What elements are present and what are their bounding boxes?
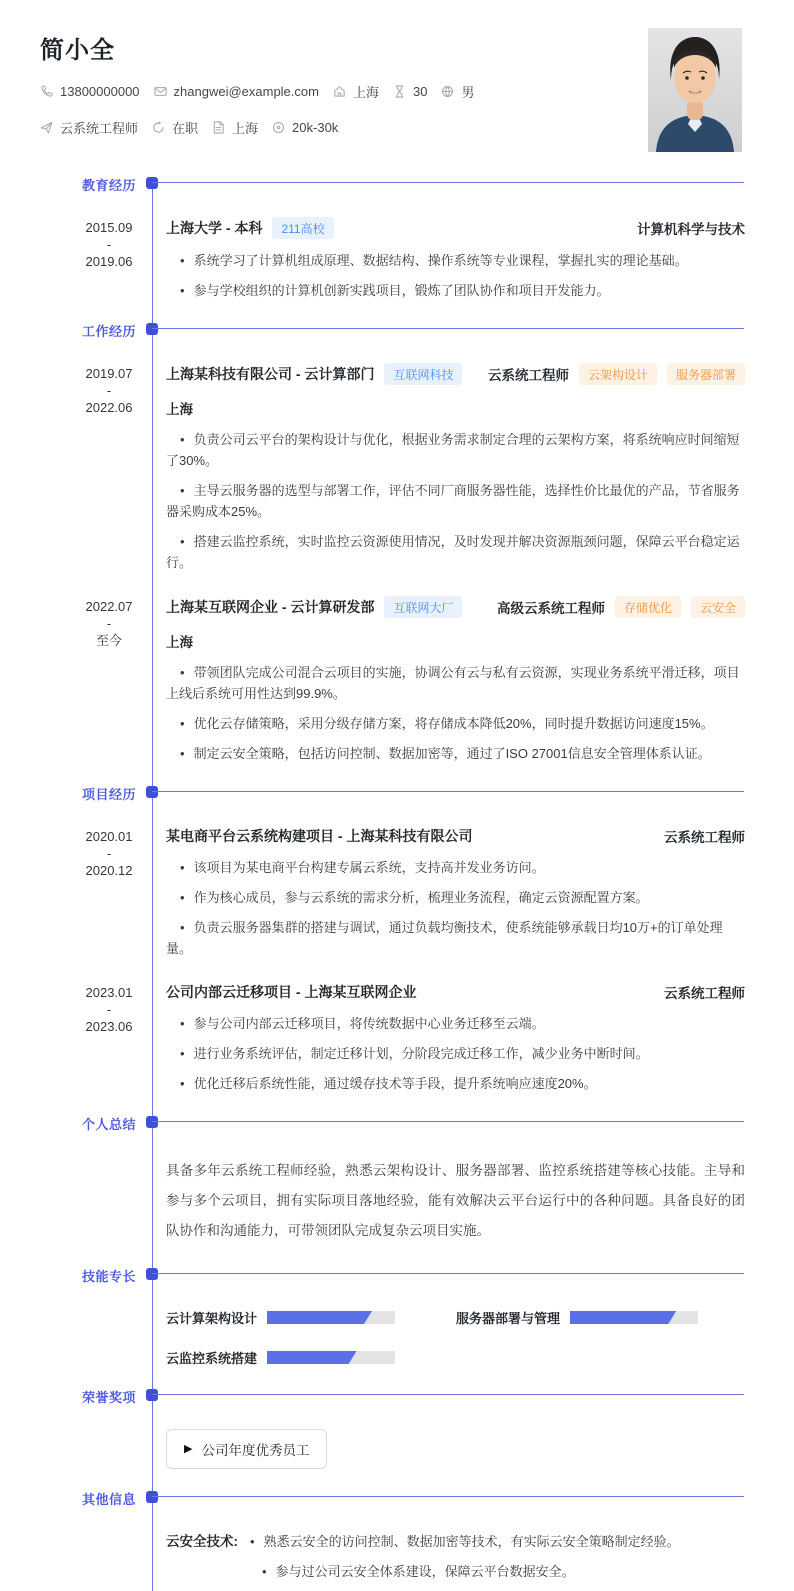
skill-name: 云计算架构设计 bbox=[166, 1311, 258, 1326]
education-bullet: • 系统学习了计算机组成原理、数据结构、操作系统等专业课程，掌握扎实的理论基础。 bbox=[166, 250, 745, 271]
skills-entry bbox=[0, 1308, 794, 1367]
role-tag: 存储优化 bbox=[615, 596, 681, 618]
school-tag: 211高校 bbox=[272, 217, 333, 239]
date-separator: - bbox=[106, 616, 112, 631]
major-name: 计算机科学与技术 bbox=[637, 222, 745, 237]
date-separator: - bbox=[106, 846, 112, 861]
summary-entry bbox=[0, 1156, 794, 1246]
location-value: 上海 bbox=[352, 85, 379, 100]
section-rule bbox=[152, 328, 744, 329]
timeline-marker bbox=[146, 1268, 158, 1280]
skill-item bbox=[166, 1308, 456, 1327]
work-entry bbox=[0, 363, 794, 573]
job-title-value: 云系统工程师 bbox=[60, 121, 139, 136]
timeline-marker bbox=[146, 1491, 158, 1503]
work-bullet: • 优化云存储策略，采用分级存储方案，将存储成本降低20%，同时提升数据访问速度15%。 bbox=[166, 713, 745, 734]
date-end: 2020.12 bbox=[85, 863, 133, 878]
profile-photo bbox=[648, 28, 742, 152]
job-role: 云系统工程师 bbox=[487, 368, 569, 383]
resume-header bbox=[0, 0, 794, 168]
section-title: 荣誉奖项 bbox=[82, 1390, 137, 1405]
salary-icon bbox=[272, 121, 285, 134]
section-other bbox=[0, 1492, 794, 1591]
work-bullet: • 主导云服务器的选型与部署工作，评估不同厂商服务器性能，选择性价比最优的产品，节省服务器采购成本25%。 bbox=[166, 480, 745, 522]
other-bullet: • 熟悉云安全的访问控制、数据加密等技术，有实际云安全策略制定经验。 bbox=[238, 1531, 745, 1552]
work-city-item bbox=[212, 118, 258, 137]
honor-label: 公司年度优秀员工 bbox=[201, 1443, 310, 1458]
skill-item bbox=[166, 1348, 456, 1367]
project-role: 云系统工程师 bbox=[664, 830, 745, 845]
company-name: 上海某互联网企业 - 云计算研发部 bbox=[166, 599, 375, 615]
education-entry bbox=[0, 217, 794, 301]
work-city-value: 上海 bbox=[232, 121, 259, 136]
section-work-header bbox=[0, 324, 794, 339]
skill-name: 服务器部署与管理 bbox=[456, 1311, 561, 1326]
section-summary bbox=[0, 1117, 794, 1246]
timeline-marker bbox=[146, 177, 158, 189]
school-name: 上海大学 - 本科 bbox=[166, 220, 263, 236]
date-separator: - bbox=[106, 237, 112, 252]
section-skills-header bbox=[0, 1269, 794, 1284]
contact-gender bbox=[441, 82, 474, 101]
contact-phone bbox=[40, 84, 140, 99]
work-bullet: • 负责公司云平台的架构设计与优化，根据业务需求制定合理的云架构方案，将系统响应时间缩短了30%。 bbox=[166, 429, 745, 471]
work-bullet: • 带领团队完成公司混合云项目的实施，协调公有云与私有云资源，实现业务系统平滑迁移，项目上线后系统可用性达到99.9%。 bbox=[166, 662, 745, 704]
date-range bbox=[80, 984, 138, 1035]
section-education bbox=[0, 178, 794, 301]
section-education-header bbox=[0, 178, 794, 193]
project-bullet: • 该项目为某电商平台构建专属云系统，支持高并发业务访问。 bbox=[166, 857, 745, 878]
contact-location bbox=[333, 82, 379, 101]
salary-value: 20k-30k bbox=[292, 120, 339, 135]
section-rule bbox=[152, 1394, 744, 1395]
section-rule bbox=[152, 1273, 744, 1274]
date-separator: - bbox=[106, 1002, 112, 1017]
date-range bbox=[80, 365, 138, 416]
work-city-icon bbox=[212, 121, 225, 134]
section-summary-header bbox=[0, 1117, 794, 1132]
section-rule bbox=[152, 1121, 744, 1122]
project-entry bbox=[0, 826, 794, 959]
section-title: 项目经历 bbox=[82, 787, 137, 802]
section-other-header bbox=[0, 1492, 794, 1507]
timeline-marker bbox=[146, 1389, 158, 1401]
honors-entry bbox=[0, 1429, 794, 1469]
email-icon bbox=[154, 85, 167, 98]
project-name: 公司内部云迁移项目 - 上海某互联网企业 bbox=[166, 984, 417, 1000]
contact-age bbox=[393, 84, 427, 99]
salary-item bbox=[272, 120, 338, 135]
honor-badge bbox=[166, 1429, 327, 1469]
job-status-icon bbox=[152, 121, 165, 134]
date-end: 至今 bbox=[95, 633, 122, 648]
date-end: 2019.06 bbox=[85, 254, 133, 269]
date-range bbox=[80, 598, 138, 649]
education-bullet: • 参与学校组织的计算机创新实践项目，锻炼了团队协作和项目开发能力。 bbox=[166, 280, 745, 301]
section-rule bbox=[152, 1496, 744, 1497]
contact-email bbox=[154, 84, 319, 99]
date-start: 2023.01 bbox=[85, 985, 133, 1000]
project-bullet: • 负责云服务器集群的搭建与调试，通过负载均衡技术，使系统能够承载日均10万+的订单处理量。 bbox=[166, 917, 745, 959]
job-title-icon bbox=[40, 121, 53, 134]
section-honors bbox=[0, 1390, 794, 1469]
timeline-marker bbox=[146, 786, 158, 798]
section-rule bbox=[152, 791, 744, 792]
date-range bbox=[80, 828, 138, 879]
date-start: 2022.07 bbox=[85, 599, 133, 614]
project-bullet: • 进行业务系统评估，制定迁移计划，分阶段完成迁移工作，减少业务中断时间。 bbox=[166, 1043, 745, 1064]
section-projects bbox=[0, 787, 794, 1094]
skill-bar bbox=[267, 1311, 395, 1324]
date-start: 2019.07 bbox=[85, 366, 133, 381]
job-role: 高级云系统工程师 bbox=[496, 601, 605, 616]
age-icon bbox=[393, 85, 406, 98]
work-entry bbox=[0, 596, 794, 764]
section-title: 技能专长 bbox=[82, 1269, 137, 1284]
role-tag: 云架构设计 bbox=[579, 363, 657, 385]
skill-bar-fill bbox=[570, 1311, 676, 1324]
section-projects-header bbox=[0, 787, 794, 802]
section-honors-header bbox=[0, 1390, 794, 1405]
role-tag: 服务器部署 bbox=[667, 363, 745, 385]
project-name: 某电商平台云系统构建项目 - 上海某科技有限公司 bbox=[166, 828, 473, 844]
phone-icon bbox=[40, 85, 53, 98]
company-name: 上海某科技有限公司 - 云计算部门 bbox=[166, 366, 375, 382]
other-entry bbox=[0, 1531, 794, 1591]
section-title: 工作经历 bbox=[82, 324, 137, 339]
summary-text: 具备多年云系统工程师经验，熟悉云架构设计、服务器部署、监控系统搭建等核心技能。主导和参与多个云项目，拥有实际项目落地经验，能有效解决云平台运行中的各种问题。具备良好的团队协作和沟通能力，可带领团队完成复杂云项目实施。 bbox=[166, 1163, 745, 1238]
work-location: 上海 bbox=[166, 635, 193, 650]
project-bullet: • 参与公司内部云迁移项目，将传统数据中心业务迁移至云端。 bbox=[166, 1013, 745, 1034]
job-status-item bbox=[152, 118, 198, 137]
work-location: 上海 bbox=[166, 402, 193, 417]
project-entry bbox=[0, 982, 794, 1094]
date-start: 2015.09 bbox=[85, 220, 133, 235]
date-end: 2023.06 bbox=[85, 1019, 133, 1034]
role-tag: 云安全 bbox=[691, 596, 745, 618]
gender-icon bbox=[441, 85, 454, 98]
section-work bbox=[0, 324, 794, 764]
skill-bar-fill bbox=[267, 1311, 372, 1324]
work-bullet: • 搭建云监控系统，实时监控云资源使用情况，及时发现并解决资源瓶颈问题，保障云平台稳定运行。 bbox=[166, 531, 745, 573]
company-tag: 互联网大厂 bbox=[384, 596, 462, 618]
gender-value: 男 bbox=[461, 85, 475, 100]
section-skills bbox=[0, 1269, 794, 1367]
other-label: 云安全技术: bbox=[166, 1534, 238, 1549]
other-bullet: • 参与过公司云安全体系建设，保障云平台数据安全。 bbox=[238, 1561, 745, 1582]
candidate-name: 简小全 bbox=[40, 37, 115, 64]
date-range bbox=[80, 219, 138, 270]
date-separator: - bbox=[106, 383, 112, 398]
timeline-marker bbox=[146, 323, 158, 335]
project-role: 云系统工程师 bbox=[664, 986, 745, 1001]
job-status-value: 在职 bbox=[172, 121, 199, 136]
project-bullet: • 优化迁移后系统性能，通过缓存技术等手段，提升系统响应速度20%。 bbox=[166, 1073, 745, 1094]
location-icon bbox=[333, 85, 346, 98]
skill-bar bbox=[570, 1311, 698, 1324]
company-tag: 互联网科技 bbox=[384, 363, 462, 385]
date-end: 2022.06 bbox=[85, 400, 133, 415]
work-bullet: • 制定云安全策略，包括访问控制、数据加密等，通过了ISO 27001信息安全管理体系认证。 bbox=[166, 743, 745, 764]
skill-bar-fill bbox=[267, 1351, 357, 1364]
timeline-marker bbox=[146, 1116, 158, 1128]
skill-bar bbox=[267, 1351, 395, 1364]
section-title: 其他信息 bbox=[82, 1492, 137, 1507]
skill-name: 云监控系统搭建 bbox=[166, 1351, 258, 1366]
date-start: 2020.01 bbox=[85, 829, 133, 844]
section-rule bbox=[152, 182, 744, 183]
skill-item bbox=[456, 1308, 746, 1327]
age-value: 30 bbox=[412, 84, 428, 99]
section-title: 个人总结 bbox=[82, 1117, 137, 1132]
project-bullet: • 作为核心成员，参与云系统的需求分析，梳理业务流程，确定云资源配置方案。 bbox=[166, 887, 745, 908]
section-title: 教育经历 bbox=[82, 178, 137, 193]
job-title-item bbox=[40, 118, 138, 137]
email-value: zhangwei@example.com bbox=[173, 84, 319, 99]
phone-value: 13800000000 bbox=[60, 84, 140, 99]
play-icon: ▶ bbox=[184, 1442, 193, 1455]
resume-body bbox=[0, 178, 794, 1591]
